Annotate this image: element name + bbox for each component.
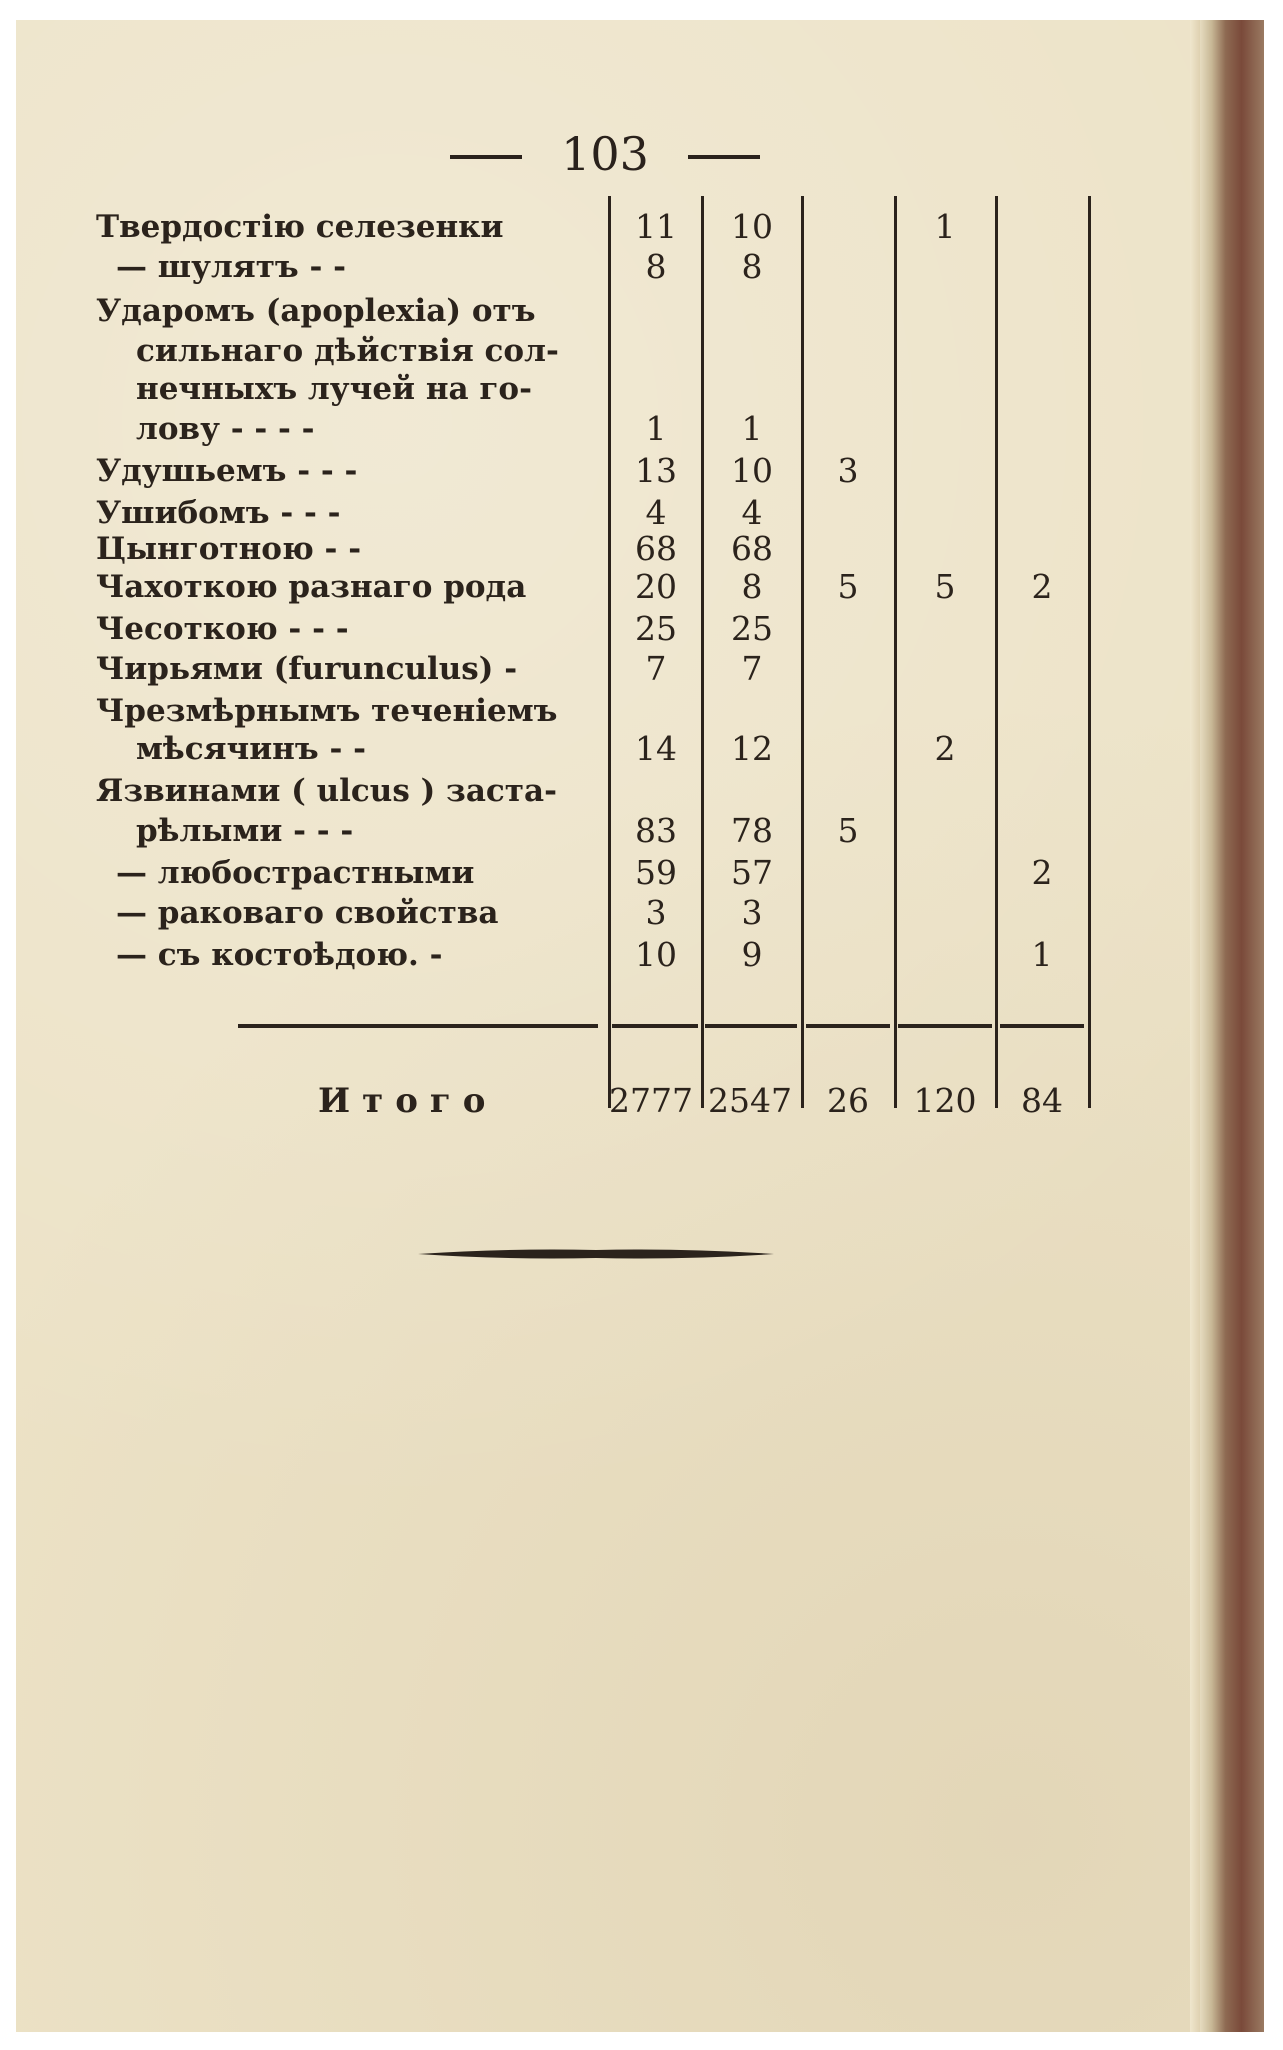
row-value-col2: 7: [741, 649, 763, 688]
row-value-col5: [997, 206, 1087, 248]
column-rule-4: [894, 196, 897, 1108]
row-value-col2: [703, 690, 801, 732]
total-separator-col1: [612, 1024, 698, 1028]
row-value-col2: 68: [731, 529, 773, 568]
row-value-col4: 2: [934, 729, 956, 768]
row-value-col2: [703, 770, 801, 812]
row-value-col2: 1: [741, 409, 763, 448]
row-value-col2: 8: [741, 247, 763, 286]
row-value-col3: [803, 528, 893, 570]
row-value-col4: [896, 770, 994, 812]
row-value-col1: 4: [645, 493, 667, 532]
row-value-col5: 2: [1031, 853, 1053, 892]
row-label: Ушибомъ - - -: [96, 495, 341, 531]
row-value-col5: 2: [1031, 567, 1053, 606]
row-value-col5: [997, 528, 1087, 570]
row-value-col2: [703, 368, 801, 410]
column-rule-5: [995, 196, 998, 1108]
row-value-col1: 3: [645, 893, 667, 932]
row-label: — съ костоѣдою. -: [116, 937, 443, 973]
row-value-col3: [803, 892, 893, 934]
column-rule-6: [1088, 196, 1091, 1108]
row-value-col5: [997, 648, 1087, 690]
page-number: 103: [440, 124, 770, 184]
row-label: Удушьемъ - - -: [96, 453, 358, 489]
row-value-col5: [997, 608, 1087, 650]
row-value-col2: [703, 290, 801, 332]
row-value-col3: 5: [837, 811, 859, 850]
row-label: Цынготною - -: [96, 531, 362, 567]
row-value-col3: [803, 934, 893, 976]
row-value-col5: [997, 810, 1087, 852]
row-label: сильнаго дѣйствія сол-: [136, 333, 559, 369]
row-value-col5: [997, 690, 1087, 732]
row-value-col2: 10: [731, 207, 773, 246]
book-spine: [1200, 20, 1264, 2032]
row-value-col4: [896, 450, 994, 492]
row-value-col4: [896, 934, 994, 976]
row-label: Чесоткою - - -: [96, 611, 349, 647]
row-label: — раковаго свойства: [116, 895, 499, 931]
row-value-col4: 1: [934, 207, 956, 246]
row-value-col4: [896, 690, 994, 732]
row-value-col4: [896, 368, 994, 410]
column-rule-2: [701, 196, 704, 1108]
row-value-col4: [896, 648, 994, 690]
row-value-col1: [610, 290, 702, 332]
column-rule-3: [801, 196, 804, 1108]
row-value-col2: 4: [741, 493, 763, 532]
row-label: мѣсячинъ - -: [136, 731, 366, 767]
row-value-col4: [896, 608, 994, 650]
row-value-col3: [803, 246, 893, 288]
row-value-col1: [610, 330, 702, 372]
row-value-col1: 20: [635, 567, 677, 606]
row-value-col1: 83: [635, 811, 677, 850]
row-label: — любострастными: [116, 855, 475, 891]
total-separator-col5: [1000, 1024, 1084, 1028]
row-value-col3: 5: [837, 567, 859, 606]
row-value-col4: [896, 330, 994, 372]
total-col1: 2777: [609, 1081, 693, 1120]
row-value-col1: 1: [645, 409, 667, 448]
row-label: рѣлыми - - -: [136, 813, 354, 849]
row-value-col1: 59: [635, 853, 677, 892]
closing-ornament-rule: [418, 1246, 774, 1262]
row-value-col5: [997, 450, 1087, 492]
row-label: — шулятъ - -: [116, 249, 347, 285]
row-value-col3: [803, 290, 893, 332]
row-value-col5: 1: [1031, 935, 1053, 974]
total-col3: 26: [827, 1081, 869, 1120]
row-value-col1: 14: [635, 729, 677, 768]
row-value-col4: [896, 810, 994, 852]
row-value-col2: 8: [741, 567, 763, 606]
row-value-col4: [896, 892, 994, 934]
row-value-col1: 13: [635, 451, 677, 490]
row-value-col2: 25: [731, 609, 773, 648]
row-label: Чирьями (furunculus) -: [96, 651, 518, 687]
row-label: Ударомъ (apoplexia) отъ: [96, 293, 536, 329]
total-separator-col3: [806, 1024, 890, 1028]
total-label: Итого: [318, 1081, 498, 1121]
row-value-col2: [703, 330, 801, 372]
row-value-col4: 5: [934, 567, 956, 606]
row-value-col4: [896, 246, 994, 288]
row-label: нечныхъ лучей на го-: [136, 371, 532, 407]
row-value-col3: [803, 690, 893, 732]
row-value-col5: [997, 368, 1087, 410]
row-value-col2: 3: [741, 893, 763, 932]
row-value-col1: 10: [635, 935, 677, 974]
row-value-col2: 9: [741, 935, 763, 974]
total-col5: 84: [1021, 1081, 1063, 1120]
row-value-col1: 25: [635, 609, 677, 648]
row-value-col2: 10: [731, 451, 773, 490]
row-value-col3: [803, 368, 893, 410]
row-label: Твердостію селезенки: [96, 209, 504, 245]
total-separator-col2: [705, 1024, 797, 1028]
row-value-col2: 12: [731, 729, 773, 768]
row-value-col5: [997, 770, 1087, 812]
row-label: Чахоткою разнаго рода: [96, 569, 527, 605]
row-value-col4: [896, 852, 994, 894]
row-value-col4: [896, 528, 994, 570]
row-value-col5: [997, 246, 1087, 288]
total-separator-label: [238, 1024, 598, 1028]
row-value-col3: [803, 648, 893, 690]
row-label: Чрезмѣрнымъ теченіемъ: [96, 693, 558, 729]
row-value-col1: 8: [645, 247, 667, 286]
row-value-col3: [803, 770, 893, 812]
row-value-col5: [997, 290, 1087, 332]
column-rule-1: [608, 196, 611, 1108]
row-value-col1: [610, 368, 702, 410]
row-value-col3: [803, 852, 893, 894]
row-value-col5: [997, 408, 1087, 450]
row-value-col1: [610, 770, 702, 812]
row-value-col1: 7: [645, 649, 667, 688]
row-value-col2: 57: [731, 853, 773, 892]
row-value-col1: [610, 690, 702, 732]
row-value-col4: [896, 290, 994, 332]
row-value-col3: [803, 608, 893, 650]
total-col2: 2547: [708, 1081, 792, 1120]
total-separator-col4: [898, 1024, 992, 1028]
row-value-col5: [997, 892, 1087, 934]
row-value-col5: [997, 330, 1087, 372]
row-value-col4: [896, 408, 994, 450]
row-value-col3: [803, 728, 893, 770]
row-value-col3: [803, 330, 893, 372]
total-col4: 120: [913, 1081, 977, 1120]
row-value-col3: [803, 206, 893, 248]
row-value-col5: [997, 728, 1087, 770]
row-value-col3: 3: [837, 451, 859, 490]
row-value-col1: 11: [635, 207, 677, 246]
row-value-col2: 78: [731, 811, 773, 850]
row-value-col3: [803, 408, 893, 450]
row-value-col1: 68: [635, 529, 677, 568]
row-label: лову - - - -: [136, 411, 315, 447]
row-label: Язвинами ( ulcus ) заста-: [96, 773, 557, 809]
